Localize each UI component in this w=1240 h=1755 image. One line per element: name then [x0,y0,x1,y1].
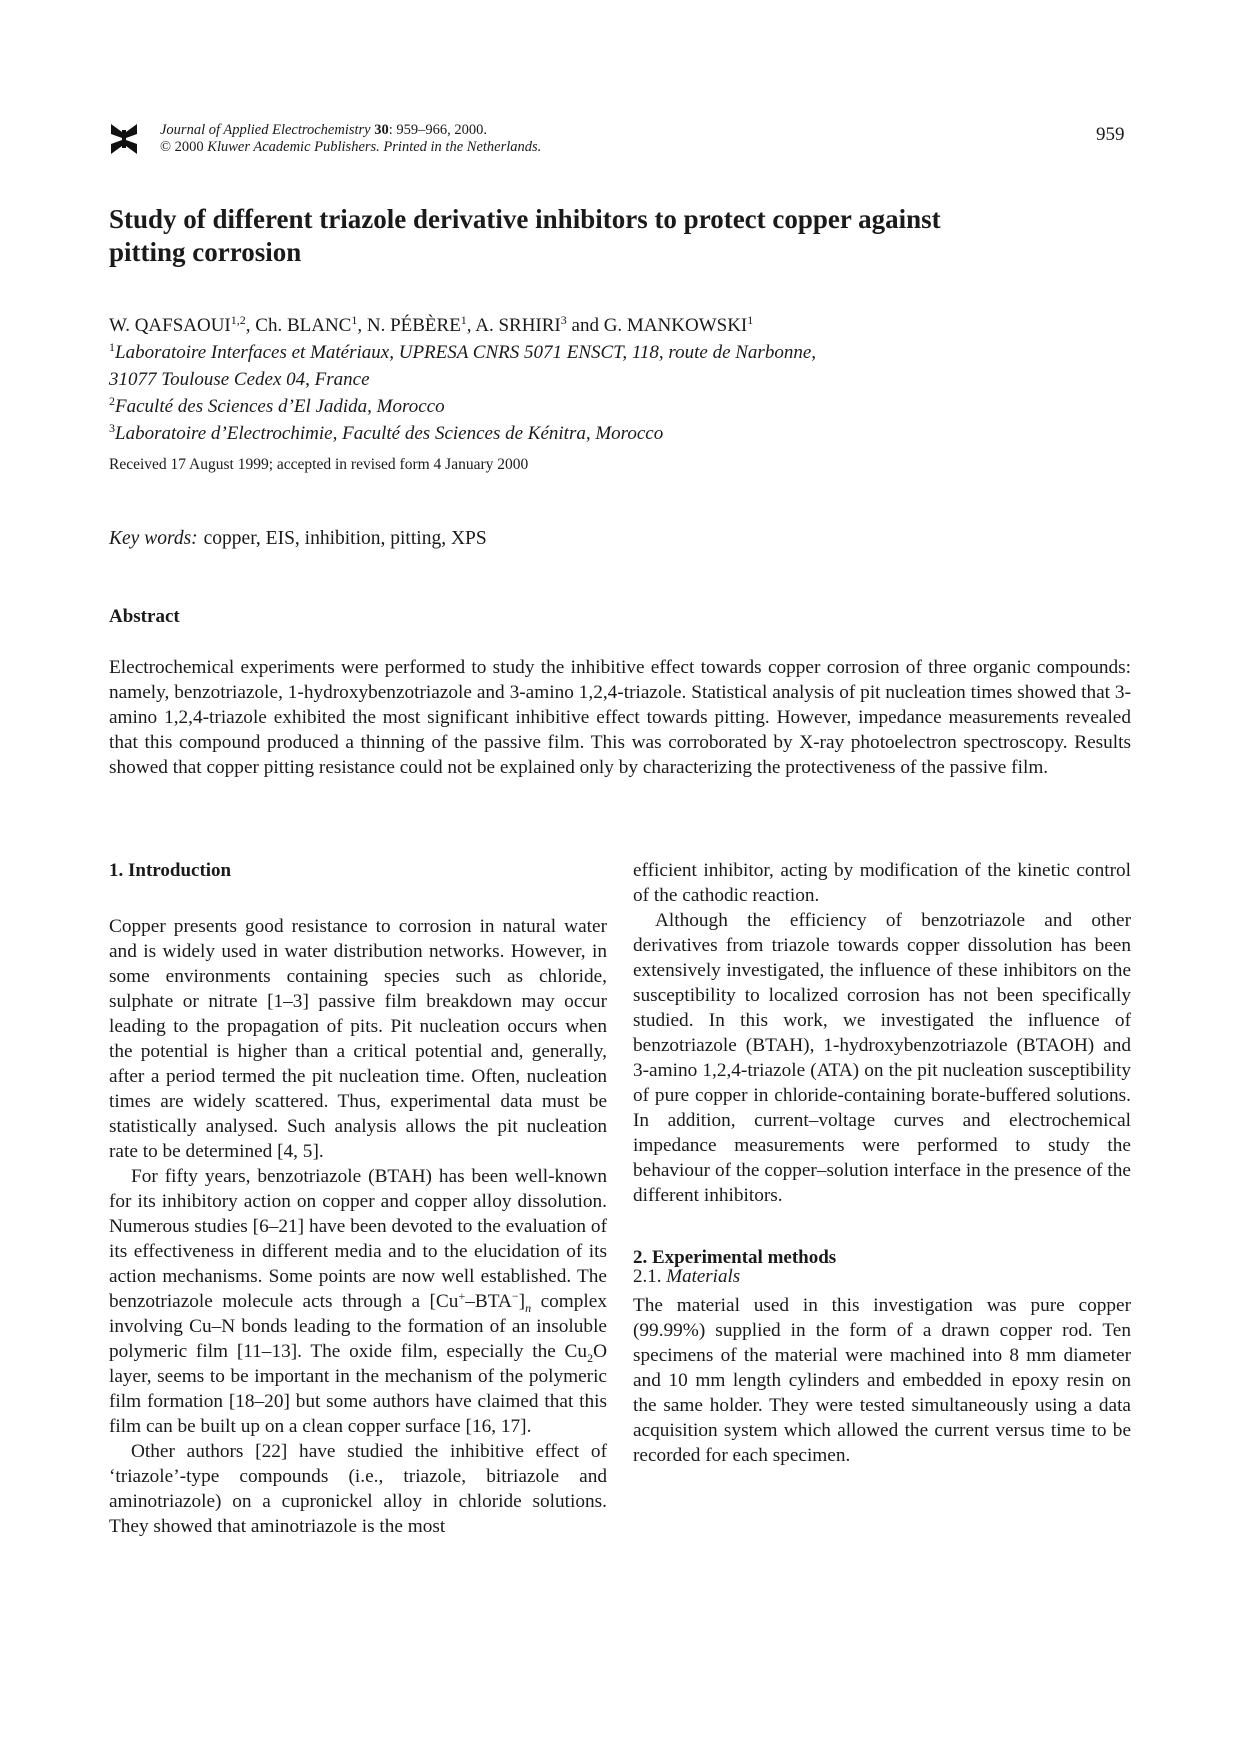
author: N. PÉBÈRE [366,315,461,336]
publisher-logo-icon [109,122,139,156]
abstract-heading: Abstract [109,606,180,627]
intro-paragraph-3: Other authors [22] have studied the inhibitive effect of ‘triazole’-type compounds (i.e., triazole, bitriazole and aminotriazole) on a cupronickel alloy in chloride solutions. They showed that aminotriazole is the most [109,1441,607,1537]
affiliation-2: $^2$Faculté des Sciences d’El Jadida, Morocco [109,394,445,417]
author-sup: 1 [351,313,358,327]
keywords-label: Key words: [109,528,198,549]
section-heading-experimental: 2. Experimental methods [633,1247,837,1268]
affiliation-3: $^3$Laboratoire d’Electrochimie, Faculté des Sciences de Kénitra, Morocco [109,421,664,444]
received-date: Received 17 August 1999; accepted in revised form 4 January 2000 [109,456,529,473]
author: W. QAFSAOUI [109,315,231,336]
journal-volume: 30 [374,122,389,138]
section-heading-introduction: 1. Introduction [109,860,232,881]
affiliation-1: $^1$Laboratoire Interfaces et Matériaux, UPRESA CNRS 5071 ENSCT, 118, route de Narbonne, 31077 Toulouse Cedex 04, France [109,340,817,390]
paper-title: Study of different triazole derivative inhibitors to protect copper against pitting corrosion [109,204,941,267]
journal-citation [160,122,541,156]
intro-paragraph-2: For fifty years, benzotriazole (BTAH) has been well-known for its inhibitory action on copper and copper alloy dissolution. Numerous studies [6–21] have been devoted to the evaluation of its effectiveness in different media and to the elucidation of its action mechanisms. Some points are now well established. The benzotriazole molecule acts through a $[Cu^+-BTA^-]_n$ complex involving Cu–N bonds leading to the formation of an insoluble polymeric film [11–13]. The oxide film, especially the $Cu_2O$ layer, seems to be important in the mechanism of the polymeric film formation [18–20] but some authors have claimed that this film can be built up on a clean copper surface [16, 17]. [109,1166,607,1437]
author-sup: 1 [460,313,467,327]
intro-paragraph-1: Copper presents good resistance to corrosion in natural water and is widely used in water distribution networks. However, in some environments containing species such as chloride, sulphate or nitrate [1–3] passive film breakdown may occur leading to the propagation of pits. Pit nucleation occurs when the potential is higher than a critical potential and, generally, after a period termed the pit nucleation time. Often, nucleation times are widely scattered. Thus, experimental data must be statistically analysed. Such analysis allows the pit nucleation rate to be determined [4, 5]. [109,916,607,1162]
right-column [633,858,1131,1468]
author-list: W. QAFSAOUI$^{1,2}$, Ch. BLANC$^1$, N. PÉBÈRE$^1$, A. SRHIRI$^3$ and G. MANKOWSKI$^1$ [109,313,754,336]
abstract-body: Electrochemical experiments were performed to study the inhibitive effect towards copper corrosion of three organic compounds: namely, benzotriazole, 1-hydroxybenzotriazole and 3-amino 1,2,4-triazole. Statistical analysis of pit nucleation times showed that 3-amino 1,2,4-triazole exhibited the most significant inhibitive effect towards pitting. However, impedance measurements revealed that this compound produced a thinning of the passive film. This was corroborated by X-ray photoelectron spectroscopy. Results showed that copper pitting resistance could not be explained only by characterizing the protectiveness of the passive film. [109,657,1131,778]
author-sup: 3 [560,313,567,327]
page-number: 959 [1096,124,1125,145]
author: G. MANKOWSKI [603,315,748,336]
author-sup: 1,2 [230,313,246,327]
right-paragraph-1: efficient inhibitor, acting by modification of the kinetic control of the cathodic reaction. [633,860,1131,906]
materials-paragraph: The material used in this investigation was pure copper (99.99%) supplied in the form of a drawn copper rod. Ten specimens of the material were machined into 8 mm diameter and 10 mm length cylinders and embedded in epoxy resin on the same holder. They were tested simultaneously using a data acquisition system which allowed the current versus time to be recorded for each specimen. [633,1295,1131,1466]
author: Ch. BLANC [255,315,352,336]
author: A. SRHIRI [475,315,561,336]
journal-name: Journal of Applied Electrochemistry [160,122,371,138]
copyright-notice: © 2000 [160,139,204,155]
keywords [109,528,487,550]
keywords-text: copper, EIS, inhibition, pitting, XPS [203,528,487,549]
publisher-line: Kluwer Academic Publishers. Printed in the Netherlands. [207,139,542,155]
subsection-heading-materials: 2.1. Materials [633,1266,741,1287]
journal-pages: : 959–966, 2000. [388,122,488,138]
left-column [109,858,607,1539]
author-sup: 1 [747,313,754,327]
right-paragraph-2: Although the efficiency of benzotriazole and other derivatives from triazole towards copper dissolution has been extensively investigated, the influence of these inhibitors on the susceptibility to localized corrosion has not been specifically studied. In this work, we investigated the influence of benzotriazole (BTAH), 1-hydroxybenzotriazole (BTAOH) and 3-amino 1,2,4-triazole (ATA) on the pit nucleation susceptibility of pure copper in chloride-containing borate-buffered solutions. In addition, current–voltage curves and electrochemical impedance measurements were performed to study the behaviour of the copper–solution interface in the presence of the different inhibitors. [633,910,1131,1206]
